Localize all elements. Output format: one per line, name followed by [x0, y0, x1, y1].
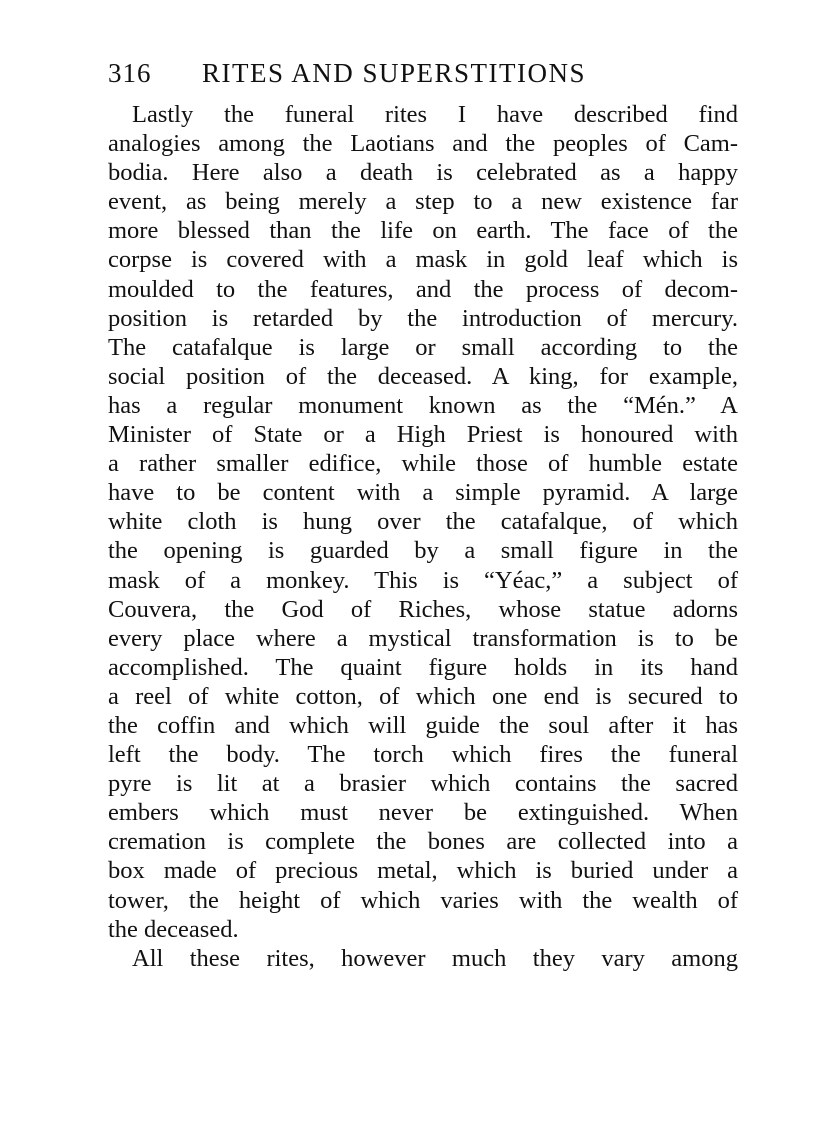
text-line: pyre is lit at a brasier which contains the sacred [108, 770, 738, 798]
text-line: left the body. The torch which fires the funeral [108, 741, 738, 769]
text-line: The catafalque is large or small according to the [108, 333, 738, 361]
text-line: corpse is covered with a mask in gold leaf which is [108, 246, 738, 274]
text-line: cremation is complete the bones are collected into a [108, 828, 738, 856]
page-header [108, 58, 738, 94]
text-line: tower, the height of which varies with the wealth of [108, 886, 738, 914]
text-line: Couvera, the God of Riches, whose statue adorns [108, 595, 738, 623]
text-line: social position of the deceased. A king, for example, [108, 362, 738, 390]
text-line: bodia. Here also a death is celebrated as a happy [108, 159, 738, 187]
text-line: the opening is guarded by a small figure in the [108, 537, 738, 565]
text-line: a rather smaller edifice, while those of humble estate [108, 450, 738, 478]
text-line: more blessed than the life on earth. The face of the [108, 217, 738, 245]
text-line: the coffin and which will guide the soul after it has [108, 711, 738, 739]
text-line: white cloth is hung over the catafalque, of which [108, 508, 738, 536]
text-line: accomplished. The quaint figure holds in its hand [108, 653, 738, 681]
text-line: the deceased. [108, 915, 239, 943]
text-line: a reel of white cotton, of which one end is secured to [108, 682, 738, 710]
text-line: position is retarded by the introduction of mercury. [108, 304, 738, 332]
text-line: All these rites, however much they vary among [132, 944, 738, 972]
text-line: box made of precious metal, which is buried under a [108, 857, 738, 885]
text-line: mask of a monkey. This is “Yéac,” a subject of [108, 566, 738, 594]
text-line: Minister of State or a High Priest is honoured with [108, 421, 738, 449]
text-line: Lastly the funeral rites I have described find [132, 101, 738, 128]
text-line: have to be content with a simple pyramid. A large [108, 479, 738, 507]
running-head: RITES AND SUPERSTITIONS [202, 58, 587, 88]
text-line: every place where a mystical transformation is to be [108, 624, 738, 652]
body-text [108, 100, 738, 973]
text-line: embers which must never be extinguished. When [108, 799, 738, 827]
page-number: 316 [108, 58, 152, 88]
text-line: has a regular monument known as the “Mén.” A [108, 391, 738, 419]
text-line: moulded to the features, and the process of decom- [108, 275, 738, 303]
text-line: analogies among the Laotians and the peoples of Cam- [108, 130, 738, 158]
text-line: event, as being merely a step to a new existence far [108, 188, 738, 216]
